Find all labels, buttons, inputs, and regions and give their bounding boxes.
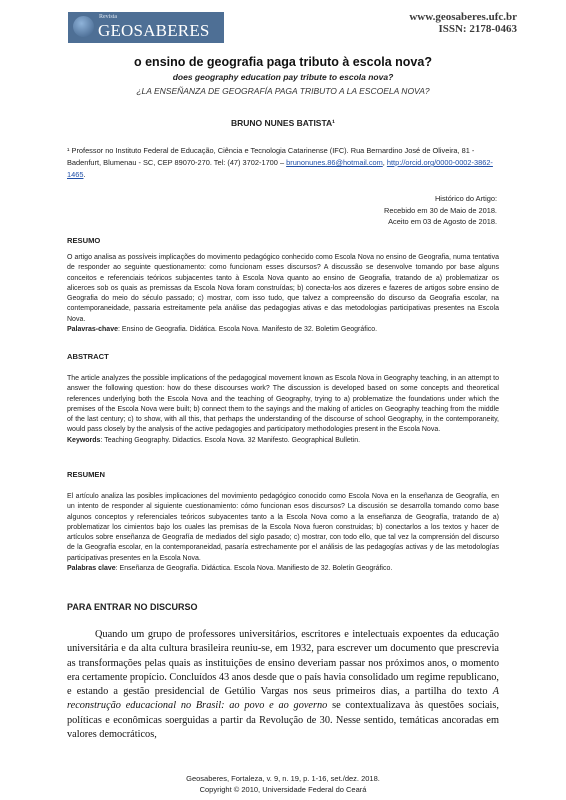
section-heading: PARA ENTRAR NO DISCURSO — [67, 602, 198, 612]
resumo-text: O artigo analisa as possíveis implicações do movimento pedagógico conhecido como Escola Nova no ensino de Geografia, numa tentativa de responder ao seguinte questionamento: como funcionam esses discursos? A discussão se desenvolve tomando por base alguns conceitos e referenciais teóricos subjacentes tanto à Escola Nova quanto ao ensino de Geografia, tratando de a) problematizar os alicerces sob os quais as premissas da Escola Nova foram construídas; b) conecta-los aos dizeres e fazeres de artigos sobre ensino de Geografia do meio do século passado; c) mostrar, com isso tudo, que talvez a compreensão do discurso da Geografia escolar, na contemporaneidade, passaria estreitamente pela análise das pedagogias ativas e das metodologias participativas presentes na Escola Nova. — [67, 254, 499, 323]
article-title-es: ¿LA ENSEÑANZA DE GEOGRAFÍA PAGA TRIBUTO A LA ESCOELA NOVA? — [136, 86, 430, 96]
author-affiliation: ¹ Professor no Instituto Federal de Educação, Ciência e Tecnologia Catarinense (IFC). Rua Bernardino José de Oliveira, 81 - Badenfurt, Blumenau - SC, CEP 89070-270. Tel: (47) 3702-1700 – brunonunes.86@hotmail.com, http://orcid.org/0000-0002-3862-1465. — [67, 146, 493, 179]
abstract-kw-label: Keywords — [67, 436, 101, 444]
resumen-block — [67, 492, 499, 574]
resumo-block — [67, 253, 499, 335]
journal-info — [409, 11, 517, 35]
accepted-date: Aceito em 03 de Agosto de 2018. — [388, 217, 497, 226]
resumen-text: El artículo analiza las posibles implicaciones del movimiento pedagógico conocido como Escola Nova en la enseñanza de Geografía, en un intento de responder al siguiente cuestionamiento: cómo funcionan esos discursos? La discusión se desarrolla tomando como base algunos conceptos y referenciales teóricos subyacentes tanto a la Escola Nova como a la enseñanza de Geografía, tratando de a) problematizar los cimientos bajo los cuales las premisas de la Escola Nova fueron construidas; b) conectarlos a los textos y hacer de artículos sobre enseñanza de Geografía de mediados del siglo pasado; c) mostrar, con todo ello, que tal vez la comprensión del discurso de la Geografía escolar, en la contemporaneidad, pasaría estrechamente por el análisis de las pedagogías activas y de las metodologías participativas presentes en la Escola Nova. — [67, 493, 499, 562]
article-title: o ensino de geografia paga tributo à escola nova? — [134, 55, 432, 69]
footer-copyright: Copyright © 2010, Universidade Federal do Ceará — [199, 785, 367, 794]
logo-small-text: Revista — [99, 14, 117, 20]
resumo-keywords: : Ensino de Geografia. Didática. Escola Nova. Manifesto de 32. Boletim Geográfico. — [117, 326, 378, 334]
article-title-en: does geography education pay tribute to escola nova? — [172, 72, 394, 82]
body-text — [67, 628, 499, 742]
orcid-link[interactable]: http://orcid.org/0000-0002-3862-1465 — [67, 158, 493, 179]
globe-icon — [73, 16, 94, 37]
resumen-kw-label: Palabras clave — [67, 565, 116, 573]
email-link[interactable]: brunonunes.86@hotmail.com — [286, 158, 383, 167]
document-title-italic: A reconstrução educacional no Brasil: ao povo e ao governo — [67, 686, 499, 712]
affiliation-text: ¹ Professor no Instituto Federal de Educação, Ciência e Tecnologia Catarinense (IFC). Rua Bernardino José de Oliveira, 81 - Badenfurt, Blumenau - SC, CEP 89070-270. Tel: (47) 3702-1700 – — [67, 146, 475, 167]
body-paragraph — [67, 628, 499, 742]
author-name: BRUNO NUNES BATISTA¹ — [230, 118, 336, 128]
history-title: Histórico do Artigo: — [434, 194, 497, 203]
received-date: Recebido em 30 de Maio de 2018. — [384, 205, 497, 215]
resumen-heading: RESUMEN — [67, 470, 105, 479]
article-history — [384, 193, 497, 228]
resumo-kw-label: Palavras-chave — [67, 326, 118, 334]
journal-logo — [68, 12, 224, 43]
abstract-keywords: : Teaching Geography. Didactics. Escola Nova. 32 Manifesto. Geographical Bulletin. — [100, 436, 361, 444]
abstract-block — [67, 374, 499, 446]
page-footer — [0, 773, 566, 795]
paragraph-text: Quando um grupo de professores universitários, escritores e intelectuais expoentes da educação universitária e da alta cultura brasileira reuniu-se, em 1932, para escrever um documento que prescrevia as transformações pelas quais as instituições de ensino deveriam passar nos próximos anos, o momento era certamente propício. Concluídos 43 anos desde que o país havia consolidado um regime republicano, e estando a gestão presidencial de Getúlio Vargas nos seus primeiros dias, a partilha do texto — [67, 629, 499, 698]
resumen-keywords: : Enseñanza de Geografía. Didáctica. Escola Nova. Manifiesto de 32. Boletín Geográfico. — [115, 565, 393, 573]
paragraph-text-end: se contextualizava às questões sociais, políticas e econômicas soerguidas a partir da Revolução de 30. Nesse sentido, temáticas ancoradas em valores democráticos, — [67, 700, 499, 741]
abstract-heading: ABSTRACT — [67, 352, 109, 361]
issn: ISSN: 2178-0463 — [438, 23, 517, 35]
abstract-text: The article analyzes the possible implications of the pedagogical movement known as Escola Nova in Geography teaching, in an attempt to answer the following question: how do these discourses work? The discussion is developed based on some concepts and theoretical references underlying both the Escola Nova and the teaching of Geography, trying to a) problematize the foundations under which the premises of the Escola Nova were built; b) connect them to the sayings and the making of articles on Geography teaching from the middle of the last century; c) to show, with all this, that perhaps the understanding of the discourse of school Geography, in the contemporaneity, would pass closely by the analysis of the active pedagogies and participatory methodologies present in the Escola Nova. — [67, 375, 499, 434]
resumo-heading: RESUMO — [67, 236, 101, 245]
website-link[interactable]: www.geosaberes.ufc.br — [409, 11, 517, 23]
logo-brand-text: GEOSABERES — [98, 21, 210, 40]
footer-citation: Geosaberes, Fortaleza, v. 9, n. 19, p. 1-16, set./dez. 2018. — [186, 774, 380, 783]
